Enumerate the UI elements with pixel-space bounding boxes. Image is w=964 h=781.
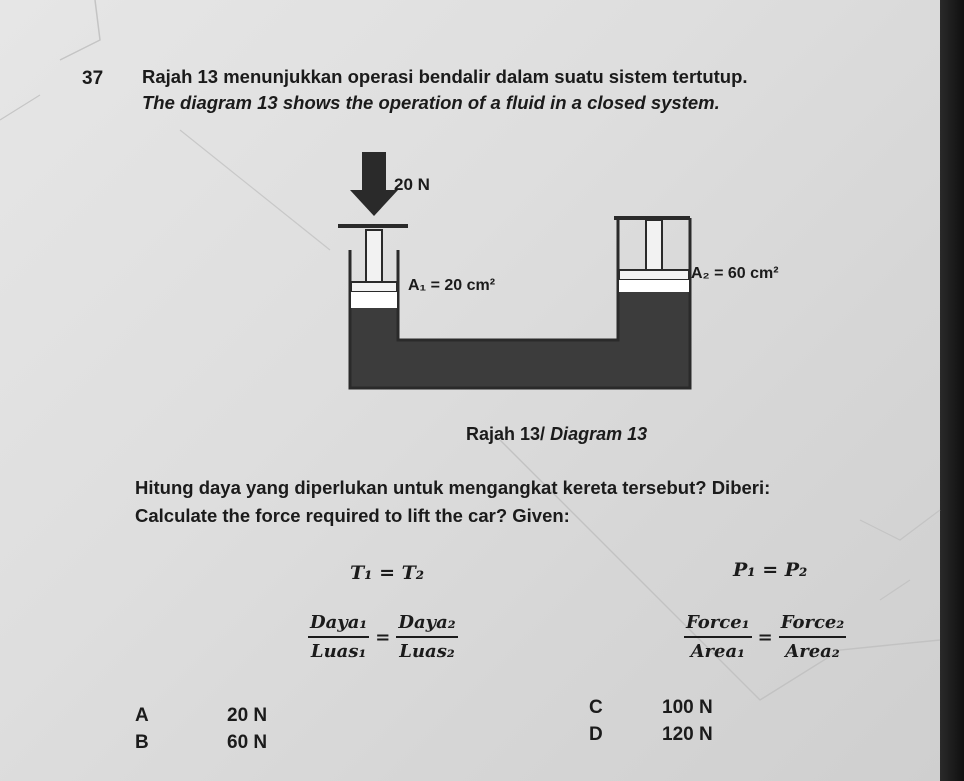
option-b-value: 60 N bbox=[227, 732, 268, 753]
force-label: 20 N bbox=[394, 175, 430, 194]
area1-label: A₁ = 20 cm² bbox=[408, 277, 496, 294]
caption-english: Diagram 13 bbox=[550, 424, 648, 444]
daya2: Daya₂ bbox=[396, 612, 457, 638]
luas2: Luas₂ bbox=[399, 641, 455, 662]
option-c-letter[interactable]: C bbox=[589, 697, 603, 718]
option-a-letter[interactable]: A bbox=[135, 705, 149, 726]
area1: Area₁ bbox=[690, 641, 746, 662]
piston-rod-right bbox=[646, 220, 662, 270]
daya1: Daya₁ bbox=[308, 612, 369, 638]
question-number: 37 bbox=[82, 68, 104, 89]
force1: Force₁ bbox=[684, 612, 752, 638]
prompt-text-malay: Hitung daya yang diperlukan untuk mengangkat kereta tersebut? Diberi: bbox=[135, 477, 771, 498]
option-d-value: 120 N bbox=[662, 724, 713, 745]
equals-sign: = bbox=[757, 626, 773, 648]
formula-force-area bbox=[684, 612, 846, 662]
pressure-equation-en: P₁ = P₂ bbox=[733, 559, 808, 581]
area2-label: A₂ = 60 cm² bbox=[691, 265, 779, 282]
question-text-malay: Rajah 13 menunjukkan operasi bendalir dalam suatu sistem tertutup. bbox=[142, 66, 748, 87]
fraction-daya2-luas2 bbox=[396, 612, 457, 662]
prompt-text-english: Calculate the force required to lift the car? Given: bbox=[135, 505, 570, 526]
piston-left bbox=[351, 282, 397, 292]
option-a-value: 20 N bbox=[227, 705, 268, 726]
fraction-daya1-luas1 bbox=[308, 612, 369, 662]
luas1: Luas₁ bbox=[310, 641, 367, 662]
option-c-value: 100 N bbox=[662, 697, 713, 718]
option-d-letter[interactable]: D bbox=[589, 724, 603, 745]
piston-right bbox=[619, 270, 689, 280]
page-edge bbox=[940, 0, 964, 781]
force2: Force₂ bbox=[779, 612, 847, 638]
diagram-caption bbox=[466, 424, 647, 445]
caption-malay: Rajah 13/ bbox=[466, 424, 546, 444]
area2: Area₂ bbox=[785, 641, 840, 662]
fraction-force2-area2 bbox=[779, 612, 847, 662]
formula-daya-luas bbox=[308, 612, 458, 662]
hydraulic-diagram bbox=[330, 140, 779, 400]
pressure-equation-ms: T₁ = T₂ bbox=[350, 562, 425, 584]
question-text-english: The diagram 13 shows the operation of a fluid in a closed system. bbox=[142, 92, 720, 113]
piston-rod-left bbox=[366, 230, 382, 282]
fluid-connecting-pipe bbox=[350, 340, 690, 388]
fraction-force1-area1 bbox=[684, 612, 752, 662]
force-arrow-icon bbox=[350, 190, 398, 216]
equals-sign: = bbox=[375, 626, 391, 648]
force-arrow-shaft bbox=[362, 152, 386, 190]
option-b-letter[interactable]: B bbox=[135, 732, 149, 753]
